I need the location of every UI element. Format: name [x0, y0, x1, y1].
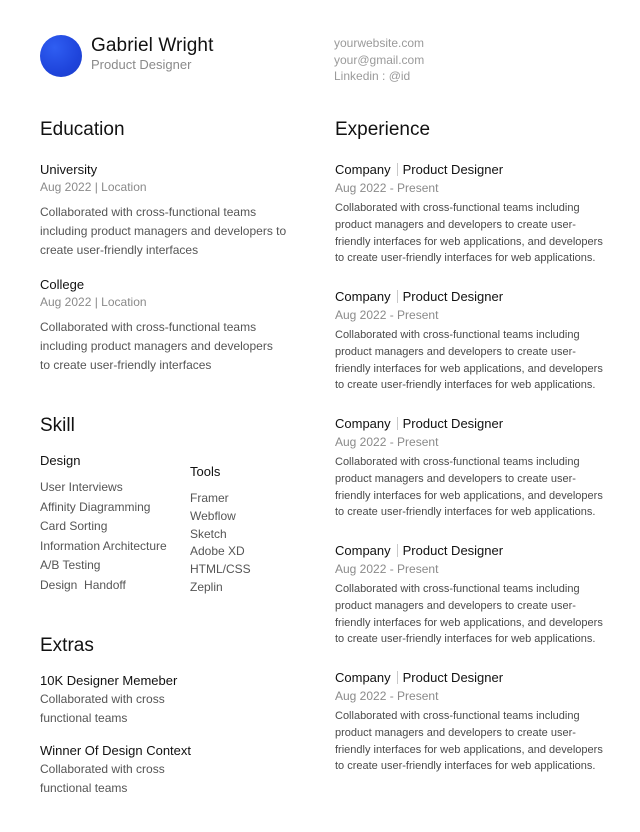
list-item: Information Architecture — [40, 538, 167, 553]
list-item: Affinity Diagramming — [40, 499, 151, 514]
experience-line: product managers and developers to create user- — [335, 726, 576, 739]
experience-dates: Aug 2022 - Present — [335, 562, 439, 576]
list-item: Zeplin — [190, 579, 223, 594]
list-item: HTML/CSS — [190, 562, 251, 577]
avatar — [40, 35, 82, 77]
experience-line: Collaborated with cross-functional teams including — [335, 202, 580, 214]
list-item: Card Sorting — [40, 519, 108, 534]
experience-entry — [335, 543, 605, 648]
experience-line: product managers and developers to create user- — [335, 345, 576, 358]
job-role: Product Designer — [402, 543, 504, 558]
experience-description — [335, 708, 605, 775]
company-name: Company — [335, 670, 391, 685]
experience-line: friendly interfaces for web applications, and developers — [335, 362, 603, 375]
experience-line: product managers and developers to create user- — [335, 599, 576, 612]
experience-entry — [335, 289, 605, 394]
job-role: Product Designer — [402, 289, 504, 304]
list-item: User Interviews — [40, 480, 123, 494]
company-name: Company — [335, 416, 391, 431]
education-school: College — [40, 277, 85, 292]
experience-line: to create user-friendly interfaces for web applications. — [335, 760, 596, 773]
experience-entry — [335, 162, 605, 267]
experience-dates: Aug 2022 - Present — [335, 181, 439, 195]
design-skills-title: Design — [40, 453, 81, 468]
experience-dates: Aug 2022 - Present — [335, 435, 439, 449]
experience-line: friendly interfaces for web applications, and developers — [335, 743, 603, 756]
extras-line: Collaborated with cross — [40, 692, 165, 706]
experience-line: to create user-friendly interfaces for web applications. — [335, 252, 596, 265]
experience-line: Collaborated with cross-functional teams including — [335, 329, 580, 341]
experience-line: to create user-friendly interfaces for web applications. — [335, 633, 596, 646]
experience-header — [335, 162, 605, 177]
contact-info — [334, 35, 424, 85]
job-role: Product Designer — [402, 670, 504, 685]
list-item: Design Handoff — [40, 577, 126, 592]
education-line: Collaborated with cross-functional teams — [40, 205, 257, 219]
experience-line: Collaborated with cross-functional teams including — [335, 710, 580, 722]
experience-heading: Experience — [335, 119, 431, 140]
resume-name: Gabriel Wright — [91, 35, 214, 56]
company-name: Company — [335, 543, 391, 558]
tools-title: Tools — [190, 464, 221, 479]
experience-header — [335, 416, 605, 431]
tools-list — [190, 490, 251, 597]
experience-description — [335, 200, 605, 267]
experience-line: to create user-friendly interfaces for web applications. — [335, 379, 596, 392]
extras-title: Winner Of Design Context — [40, 743, 192, 758]
job-role: Product Designer — [402, 416, 504, 431]
website-link[interactable]: yourwebsite.com — [334, 36, 425, 50]
experience-dates: Aug 2022 - Present — [335, 689, 439, 703]
education-meta: Aug 2022 | Location — [40, 180, 147, 194]
experience-line: Collaborated with cross-functional teams including — [335, 583, 580, 595]
experience-line: product managers and developers to create user- — [335, 218, 576, 231]
experience-line: product managers and developers to create user- — [335, 472, 576, 485]
experience-description — [335, 454, 605, 521]
education-line: Collaborated with cross-functional teams — [40, 320, 257, 334]
extras-description — [40, 760, 165, 798]
education-heading: Education — [40, 119, 125, 140]
experience-line: friendly interfaces for web applications, and developers — [335, 616, 603, 629]
experience-entry — [335, 416, 605, 521]
design-skills-list — [40, 478, 167, 596]
education-line: including product managers and developers — [40, 338, 273, 353]
resume-title: Product Designer — [91, 57, 192, 72]
list-item: Adobe XD — [190, 544, 245, 559]
divider — [397, 417, 398, 430]
extras-description — [40, 690, 165, 728]
company-name: Company — [335, 289, 391, 304]
linkedin-link[interactable]: Linkedin : @id — [334, 69, 411, 83]
education-meta: Aug 2022 | Location — [40, 295, 147, 309]
divider — [397, 544, 398, 557]
experience-dates: Aug 2022 - Present — [335, 308, 439, 322]
extras-line: functional teams — [40, 710, 128, 725]
experience-header — [335, 670, 605, 685]
experience-description — [335, 327, 605, 394]
experience-header — [335, 289, 605, 304]
divider — [397, 671, 398, 684]
email-link[interactable]: your@gmail.com — [334, 52, 425, 67]
education-line: including product managers and developers to — [40, 223, 287, 238]
experience-line: friendly interfaces for web applications, and developers — [335, 489, 603, 502]
divider — [397, 290, 398, 303]
experience-line: friendly interfaces for web applications, and developers — [335, 235, 603, 248]
education-line: create user-friendly interfaces — [40, 242, 199, 257]
experience-entry — [335, 670, 605, 775]
experience-line: Collaborated with cross-functional teams including — [335, 456, 580, 468]
experience-description — [335, 581, 605, 648]
list-item: A/B Testing — [40, 558, 101, 573]
education-description — [40, 318, 273, 374]
list-item: Sketch — [190, 526, 227, 541]
job-role: Product Designer — [402, 162, 504, 177]
extras-title: 10K Designer Memeber — [40, 673, 178, 688]
education-line: to create user-friendly interfaces — [40, 357, 212, 372]
experience-line: to create user-friendly interfaces for web applications. — [335, 506, 596, 519]
company-name: Company — [335, 162, 391, 177]
skill-heading: Skill — [40, 415, 75, 436]
list-item: Webflow — [190, 508, 236, 523]
divider — [397, 163, 398, 176]
extras-heading: Extras — [40, 635, 94, 656]
education-school: University — [40, 162, 98, 177]
list-item: Framer — [190, 491, 229, 505]
experience-header — [335, 543, 605, 558]
extras-line: functional teams — [40, 780, 128, 795]
extras-line: Collaborated with cross — [40, 762, 165, 776]
education-description — [40, 203, 286, 259]
